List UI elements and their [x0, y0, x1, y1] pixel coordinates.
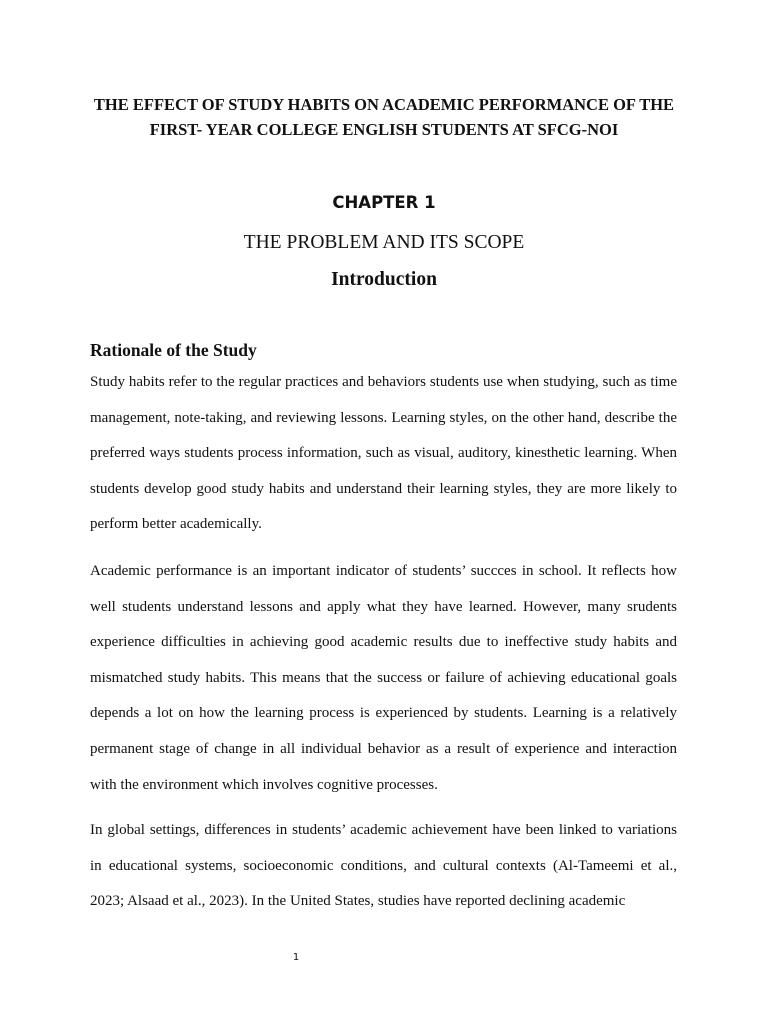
body-paragraph: Academic performance is an important indicator of students’ succces in school. It reflects how well students understand lessons and apply what they have learned. However, many srudents experience difficulties in achieving good academic results due to ineffective study habits and mismatched study habits. This means that the success or failure of achieving educational goals depends a lot on how the learning process is experienced by students. Learning is a relatively permanent stage of change in all individual behavior as a result of experience and interaction with the environment which involves cognitive processes. — [90, 563, 677, 793]
chapter-label: CHAPTER 1 — [332, 193, 436, 212]
chapter-title: THE PROBLEM AND ITS SCOPE — [243, 232, 525, 253]
document-title: THE EFFECT OF STUDY HABITS ON ACADEMIC PERFORMANCE OF THE FIRST- YEAR COLLEGE ENGLISH STUDENTS AT SFCG-NOI — [93, 95, 675, 139]
body-paragraph: Study habits refer to the regular practices and behaviors students use when studying, such as time management, note-taking, and reviewing lessons. Learning styles, on the other hand, describe the preferred ways students process information, such as visual, auditory, kinesthetic learning. When students develop good study habits and understand their learning styles, they are more likely to perform better academically. — [90, 374, 677, 533]
page-number: 1 — [292, 952, 300, 963]
introduction-heading: Introduction — [331, 269, 437, 290]
section-heading: Rationale of the Study — [90, 340, 257, 360]
body-paragraph: In global settings, differences in students’ academic achievement have been linked to variations in educational systems, socioeconomic conditions, and cultural contexts (Al-Tameemi et al., 2023; Alsaad et al., 2023). In the United States, studies have reported declining academic — [90, 822, 677, 910]
